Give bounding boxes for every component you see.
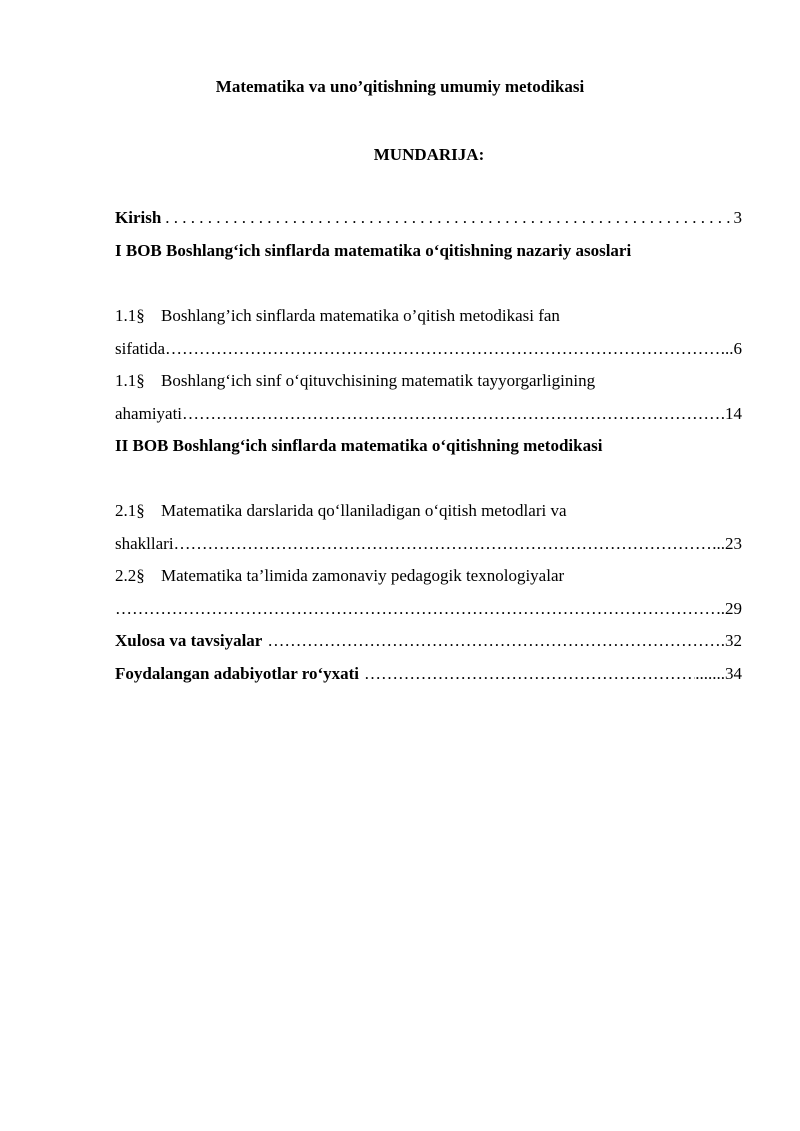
section-number: 2.1§ bbox=[115, 501, 145, 520]
toc-page-number: 3 bbox=[733, 208, 742, 227]
toc-entry-adabiyotlar[interactable] bbox=[115, 663, 742, 685]
toc-page-number: .14 bbox=[720, 404, 742, 423]
toc-entry-xulosa[interactable] bbox=[115, 630, 742, 652]
section-number: 1.1§ bbox=[115, 371, 145, 390]
section-number: 1.1§ bbox=[115, 306, 145, 325]
document-title: Matematika va uno’qitishning umumiy metodikasi bbox=[215, 77, 585, 96]
toc-entry-kirish[interactable] bbox=[115, 207, 742, 229]
section-title-line2: shakllari bbox=[115, 534, 174, 553]
dot-leader bbox=[359, 663, 695, 685]
toc-entry-label: Foydalangan adabiyotlar ro‘yxati bbox=[115, 664, 360, 683]
dot-leader bbox=[174, 533, 713, 555]
toc-section-1-1-b-continuation[interactable] bbox=[115, 403, 742, 425]
toc-heading: MUNDARIJA: bbox=[373, 145, 485, 164]
toc-section-1-1-b[interactable] bbox=[115, 370, 742, 392]
section-title-line1: Boshlang‘ich sinf o‘qituvchisining matematik tayyorgarligining bbox=[161, 371, 596, 390]
toc-section-1-1-a[interactable] bbox=[115, 305, 742, 327]
toc-chapter-2[interactable]: II BOB Boshlang‘ich sinflarda matematika o‘qitishning metodikasi bbox=[115, 436, 603, 455]
toc-page-number: .......34 bbox=[695, 664, 742, 683]
toc-section-2-1-continuation[interactable] bbox=[115, 533, 742, 555]
section-title-line1: Matematika ta’limida zamonaviy pedagogik texnologiyalar bbox=[161, 566, 565, 585]
dot-leader bbox=[161, 207, 729, 229]
section-title-line2: ahamiyati bbox=[115, 404, 183, 423]
toc-section-1-1-a-continuation[interactable] bbox=[115, 338, 742, 360]
toc-page-number: ...23 bbox=[712, 534, 742, 553]
toc-section-2-2-continuation[interactable] bbox=[115, 598, 742, 620]
toc-page-number: .32 bbox=[720, 631, 742, 650]
toc-chapter-1[interactable]: I BOB Boshlang‘ich sinflarda matematika o‘qitishning nazariy asoslari bbox=[115, 241, 632, 260]
toc-entry-label: Xulosa va tavsiyalar bbox=[115, 631, 263, 650]
toc-page-number: ...6 bbox=[720, 339, 742, 358]
dot-leader bbox=[165, 338, 721, 360]
toc-page-number: .29 bbox=[720, 599, 742, 618]
toc-section-2-2[interactable] bbox=[115, 565, 742, 587]
dot-leader bbox=[115, 598, 721, 620]
section-number: 2.2§ bbox=[115, 566, 145, 585]
section-title-line1: Matematika darslarida qo‘llaniladigan o‘qitish metodlari va bbox=[161, 501, 567, 520]
section-title-line1: Boshlang’ich sinflarda matematika o’qitish metodikasi fan bbox=[161, 306, 560, 325]
toc-entry-label: Kirish bbox=[115, 208, 162, 227]
toc-section-2-1[interactable] bbox=[115, 500, 742, 522]
dot-leader bbox=[262, 630, 720, 652]
dot-leader bbox=[182, 403, 721, 425]
section-title-line2: sifatida bbox=[115, 339, 166, 358]
